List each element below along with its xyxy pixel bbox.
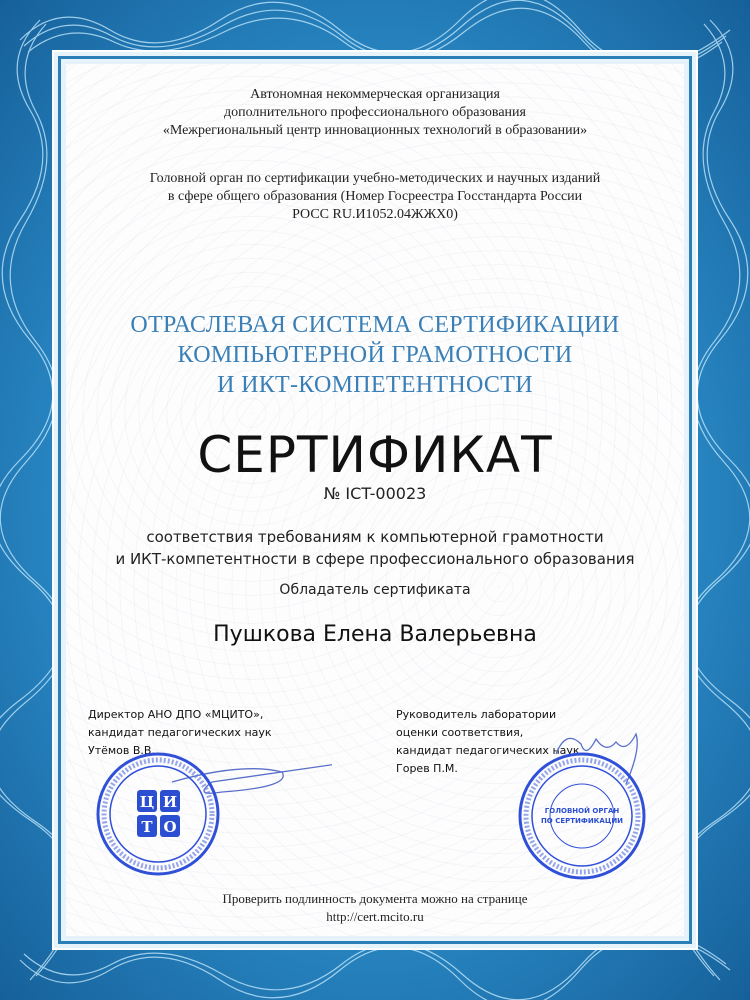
- right-stamp-with-signature: [506, 724, 666, 884]
- org-line: дополнительного профессионального образования: [224, 105, 526, 120]
- holder-label: Обладатель сертификата: [279, 582, 471, 598]
- signatory-line: оценки соответствия,: [396, 726, 524, 739]
- verify-text: Проверить подлинность документа можно на странице: [222, 891, 528, 906]
- system-title: [66, 310, 684, 400]
- conformity-line: и ИКТ-компетентности в сфере профессионального образования: [115, 550, 635, 568]
- body-line: Головной орган по сертификации учебно-методических и научных изданий: [149, 171, 601, 186]
- org-line: «Межрегиональный центр инновационных технологий в образовании»: [162, 123, 588, 138]
- conformity-statement: [66, 526, 684, 570]
- verify-url-link[interactable]: http://cert.mcito.ru: [326, 909, 424, 924]
- signatory-line: Руководитель лаборатории: [396, 708, 557, 721]
- system-title-line: КОМПЬЮТЕРНОЙ ГРАМОТНОСТИ: [177, 342, 573, 368]
- signatory-line: Утёмов В.В.: [88, 744, 155, 757]
- stamp-letter: И: [162, 793, 178, 811]
- signatory-line: кандидат педагогических наук: [396, 744, 580, 757]
- signatory-line: кандидат педагогических наук: [88, 726, 272, 739]
- certificate-title: СЕРТИФИКАТ: [197, 426, 553, 484]
- stamp-letter: Т: [141, 818, 153, 836]
- certificate-number: № ICT-00023: [323, 484, 427, 503]
- stamp-letter: Ц: [139, 793, 155, 811]
- system-title-line: ОТРАСЛЕВАЯ СИСТЕМА СЕРТИФИКАЦИИ: [130, 312, 620, 338]
- stamp-text: ГОЛОВНОЙ ОРГАН: [544, 807, 620, 815]
- conformity-line: соответствия требованиям к компьютерной грамотности: [146, 528, 604, 546]
- certificate-paper: [66, 64, 684, 936]
- stamp-text: ПО СЕРТИФИКАЦИИ: [540, 817, 624, 825]
- left-stamp-with-signature: [92, 752, 332, 882]
- certification-body: [66, 170, 684, 224]
- verification-note: [66, 890, 684, 926]
- stamp-letter: О: [163, 818, 177, 836]
- body-line: РОСС RU.И1052.04ЖЖХ0): [292, 207, 458, 222]
- system-title-line: И ИКТ-КОМПЕТЕНТНОСТИ: [217, 372, 533, 398]
- signatory-line: Директор АНО ДПО «МЦИТО»,: [88, 708, 264, 721]
- organization-name: [66, 86, 684, 140]
- org-line: Автономная некоммерческая организация: [250, 87, 500, 102]
- body-line: в сфере общего образования (Номер Госреестра Госстандарта России: [167, 189, 583, 204]
- holder-name: Пушкова Елена Валерьевна: [213, 622, 537, 647]
- signatory-line: Горев П.М.: [396, 762, 458, 775]
